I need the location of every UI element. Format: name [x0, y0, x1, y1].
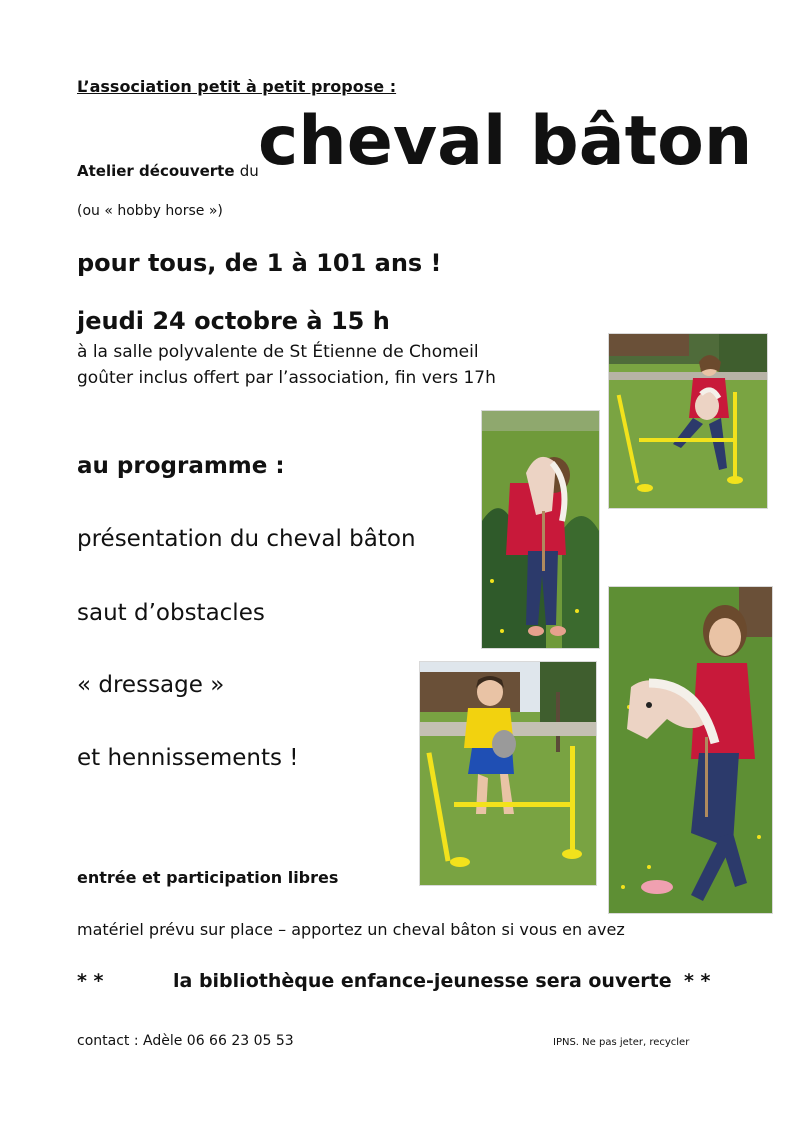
- event-venue: à la salle polyvalente de St Étienne de Chomeil: [77, 342, 479, 362]
- contact-line: contact : Adèle 06 66 23 05 53: [77, 1033, 294, 1049]
- audience-line: pour tous, de 1 à 101 ans !: [77, 249, 442, 277]
- aka-note: (ou « hobby horse »): [77, 203, 223, 219]
- stars-left: * *: [77, 970, 104, 992]
- photo-smiling-girl-image: [609, 587, 772, 913]
- programme-title: au programme :: [77, 453, 285, 479]
- photo-hurdle-jump-girl-image: [609, 334, 767, 508]
- photo-boy-hurdle-image: [420, 662, 596, 885]
- programme-item: et hennissements !: [77, 745, 299, 771]
- intro-line: L’association petit à petit propose :: [77, 77, 397, 96]
- atelier-line: [77, 162, 259, 180]
- stars-right: * *: [684, 970, 711, 992]
- photo-girl-plants: [481, 410, 600, 649]
- entry-note: entrée et participation libres: [77, 868, 339, 887]
- atelier-du: du: [239, 162, 259, 180]
- programme-item: présentation du cheval bâton: [77, 526, 416, 552]
- atelier-label: Atelier découverte: [77, 162, 235, 180]
- photo-boy-hurdle: [419, 661, 597, 886]
- page-title: cheval bâton: [258, 102, 753, 181]
- event-date: jeudi 24 octobre à 15 h: [77, 307, 390, 335]
- photo-smiling-girl: [608, 586, 773, 914]
- material-note: matériel prévu sur place – apportez un cheval bâton si vous en avez: [77, 920, 625, 939]
- photo-girl-plants-image: [482, 411, 599, 648]
- programme-item: « dressage »: [77, 672, 225, 698]
- library-text: la bibliothèque enfance-jeunesse sera ouverte: [173, 970, 672, 992]
- ipns-note: IPNS. Ne pas jeter, recycler: [553, 1037, 690, 1048]
- programme-item: saut d’obstacles: [77, 600, 265, 626]
- photo-hurdle-jump-girl: [608, 333, 768, 509]
- snack-note: goûter inclus offert par l’association, fin vers 17h: [77, 368, 496, 388]
